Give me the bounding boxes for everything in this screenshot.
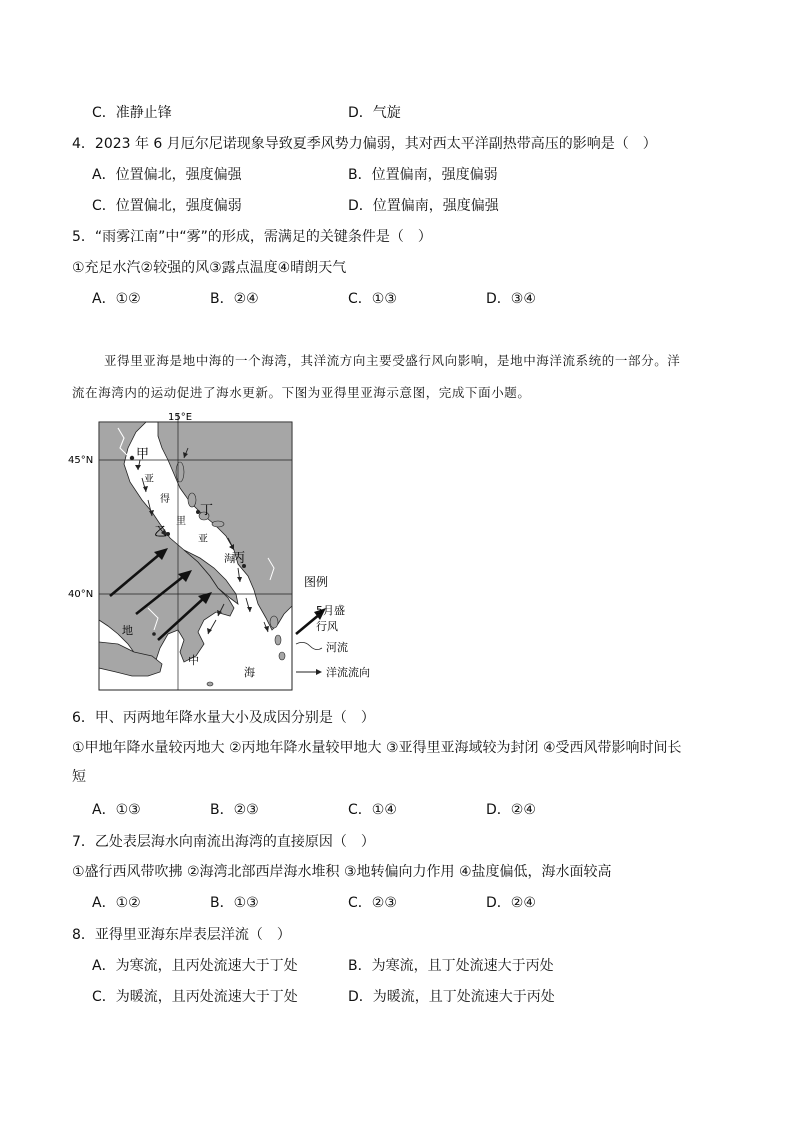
q6-stem: 6．甲、丙两地年降水量大小及成因分别是（ ） xyxy=(72,710,375,726)
q4-option-a: A．位置偏北，强度偏强 xyxy=(92,167,242,183)
q6-option-c: C．①④ xyxy=(348,802,397,818)
q6-items-line2: 短 xyxy=(72,769,86,785)
label-45n: 45°N xyxy=(68,455,94,466)
place-bing: 丙 xyxy=(232,551,246,566)
q5-option-b: B．②④ xyxy=(210,291,259,307)
q5-option-a: A．①② xyxy=(92,291,141,307)
q6-items-line1: ①甲地年降水量较丙地大 ②丙地年降水量较甲地大 ③亚得里亚海域较为封闭 ④受西风带影响时间长 xyxy=(72,740,682,756)
legend-current-arrow-icon xyxy=(316,669,322,675)
q7-option-c: C．②③ xyxy=(348,895,397,911)
sea-label-ya1: 亚 xyxy=(144,474,154,485)
q8-option-b: B．为寒流，且丁处流速大于丙处 xyxy=(348,958,554,974)
med-label-hai: 海 xyxy=(244,666,255,679)
q7-option-b: B．①③ xyxy=(210,895,259,911)
passage-line-1: 亚得里亚海是地中海的一个海湾，其洋流方向主要受盛行风向影响，是地中海洋流系统的一部分。洋 xyxy=(104,353,681,368)
legend-title: 图例 xyxy=(304,575,329,589)
legend-river: 河流 xyxy=(326,641,348,654)
q8-option-a: A．为寒流，且丙处流速大于丁处 xyxy=(92,958,298,974)
sea-label-li: 里 xyxy=(176,516,186,527)
legend-wind-2: 行风 xyxy=(316,620,338,633)
sea-label-de: 得 xyxy=(160,494,170,505)
legend-current: 洋流流向 xyxy=(326,666,370,679)
q7-items: ①盛行西风带吹拂 ②海湾北部西岸海水堆积 ③地转偏向力作用 ④盐度偏低，海水面较高 xyxy=(72,864,612,880)
q4-stem: 4．2023 年 6 月厄尔尼诺现象导致夏季风势力偏弱，其对西太平洋副热带高压的影响是（ ） xyxy=(72,136,657,152)
med-label-zhong: 中 xyxy=(188,654,199,667)
q5-items: ①充足水汽②较强的风③露点温度④晴朗天气 xyxy=(72,260,347,276)
q6-option-a: A．①③ xyxy=(92,802,141,818)
passage-line-2: 流在海湾内的运动促进了海水更新。下图为亚得里亚海示意图，完成下面小题。 xyxy=(72,385,531,400)
label-15e: 15°E xyxy=(168,412,193,423)
q5-stem: 5．“雨雾江南”中“雾”的形成，需满足的关键条件是（ ） xyxy=(72,229,432,245)
label-40n: 40°N xyxy=(68,589,94,600)
place-yi: 乙 xyxy=(154,525,168,540)
q6-option-d: D．②④ xyxy=(486,802,536,818)
q4-option-b: B．位置偏南，强度偏弱 xyxy=(348,167,498,183)
place-jia: 甲 xyxy=(136,447,150,462)
q5-option-d: D．③④ xyxy=(486,291,536,307)
q3-option-d: D．气旋 xyxy=(348,105,401,121)
q6-option-b: B．②③ xyxy=(210,802,259,818)
sea-label-hai: 海 xyxy=(224,554,234,565)
legend-wind-1: 5月盛 xyxy=(316,604,345,617)
q7-option-d: D．②④ xyxy=(486,895,536,911)
q4-option-c: C．位置偏北，强度偏弱 xyxy=(92,198,242,214)
q7-stem: 7．乙处表层海水向南流出海湾的直接原因（ ） xyxy=(72,834,375,850)
q5-option-c: C．①③ xyxy=(348,291,397,307)
sea-label-ya2: 亚 xyxy=(198,534,208,545)
q7-option-a: A．①② xyxy=(92,895,141,911)
q8-option-c: C．为暖流，且丙处流速大于丁处 xyxy=(92,989,298,1005)
place-ding: 丁 xyxy=(200,503,214,518)
adriatic-sea-map xyxy=(68,408,388,693)
med-label-di: 地 xyxy=(122,624,133,637)
q8-option-d: D．为暖流，且丁处流速大于丙处 xyxy=(348,989,555,1005)
q4-option-d: D．位置偏南，强度偏强 xyxy=(348,198,499,214)
q8-stem: 8．亚得里亚海东岸表层洋流（ ） xyxy=(72,927,291,943)
q3-option-c: C．准静止锋 xyxy=(92,105,172,121)
legend-river-icon xyxy=(296,642,322,649)
